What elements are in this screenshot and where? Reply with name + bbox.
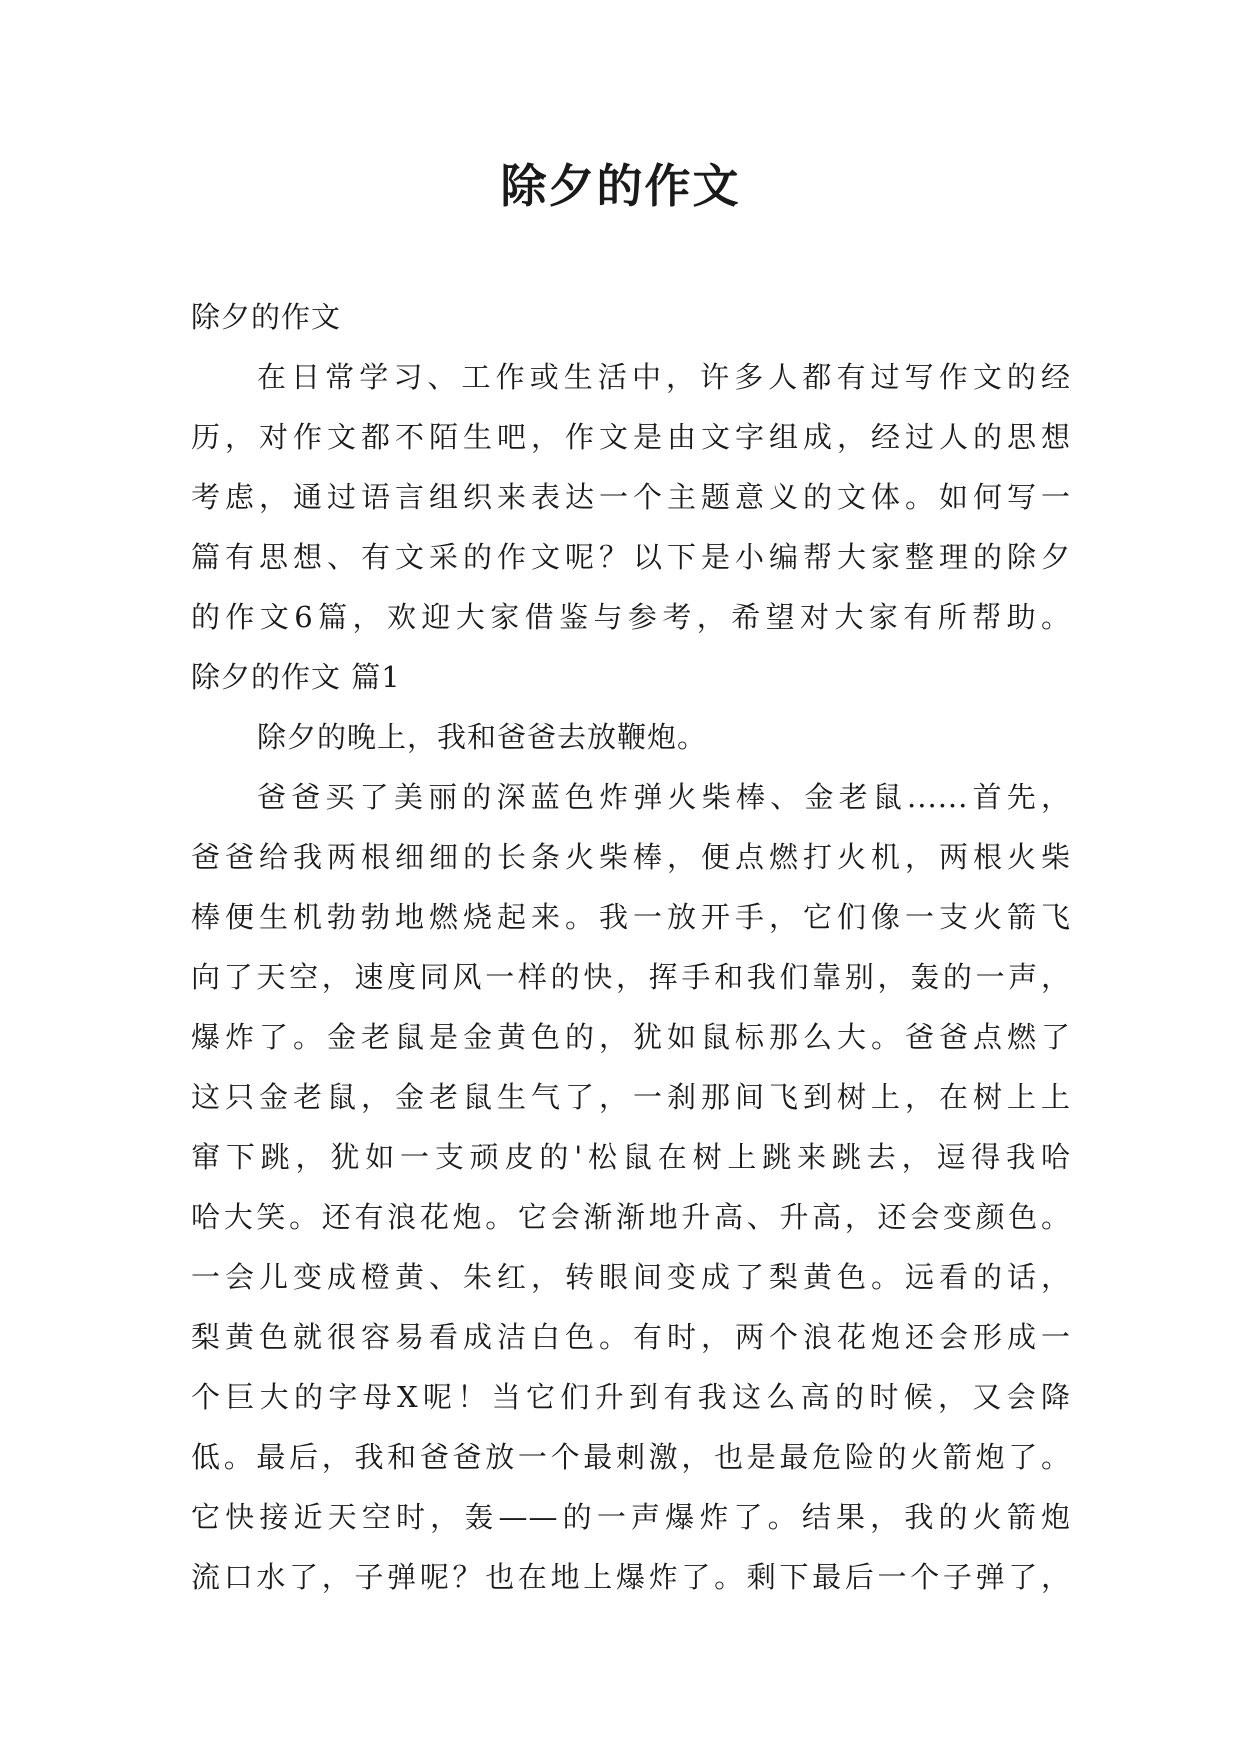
text-line: 爸爸给我两根细细的长条火柴棒，便点燃打火机，两根火柴 — [191, 840, 1071, 874]
text-line: 棒便生机勃勃地燃烧起来。我一放开手，它们像一支火箭飞 — [191, 900, 1071, 934]
text-line: 哈大笑。还有浪花炮。它会渐渐地升高、升高，还会变颜色。 — [191, 1200, 1071, 1234]
text-line: 篇有思想、有文采的作文呢？以下是小编帮大家整理的除夕 — [191, 540, 1071, 574]
text-line: 向了天空，速度同风一样的快，挥手和我们靠别，轰的一声， — [191, 960, 1071, 994]
text-line: 在日常学习、工作或生活中，许多人都有过写作文的经 — [257, 360, 1071, 394]
text-line: 的作文6篇，欢迎大家借鉴与参考，希望对大家有所帮助。 — [191, 600, 1071, 634]
text-line: 低。最后，我和爸爸放一个最刺激，也是最危险的火箭炮了。 — [191, 1440, 1071, 1474]
text-line: 它快接近天空时，轰——的一声爆炸了。结果，我的火箭炮 — [191, 1500, 1071, 1534]
text-line: 窜下跳，犹如一支顽皮的'松鼠在树上跳来跳去，逗得我哈 — [191, 1140, 1071, 1174]
text-line: 历，对作文都不陌生吧，作文是由文字组成，经过人的思想 — [191, 420, 1071, 454]
text-line: 爆炸了。金老鼠是金黄色的，犹如鼠标那么大。爸爸点燃了 — [191, 1020, 1071, 1054]
text-line: 爸爸买了美丽的深蓝色炸弹火柴棒、金老鼠......首先， — [257, 780, 1071, 814]
text-line: 一会儿变成橙黄、朱红，转眼间变成了梨黄色。远看的话， — [191, 1260, 1071, 1294]
text-line: 流口水了，子弹呢？也在地上爆炸了。剩下最后一个子弹了， — [191, 1560, 1071, 1594]
document-title: 除夕的作文 — [500, 159, 741, 213]
text-line: 除夕的作文 — [191, 300, 342, 334]
text-line: 梨黄色就很容易看成洁白色。有时，两个浪花炮还会形成一 — [191, 1320, 1071, 1354]
text-line: 这只金老鼠，金老鼠生气了，一刹那间飞到树上，在树上上 — [191, 1080, 1071, 1114]
section-heading: 除夕的作文 篇1 — [191, 660, 401, 694]
text-line: 考虑，通过语言组织来表达一个主题意义的文体。如何写一 — [191, 480, 1071, 514]
text-line: 除夕的晚上，我和爸爸去放鞭炮。 — [257, 720, 708, 754]
document-body — [191, 287, 1071, 1607]
text-line: 个巨大的字母X呢！当它们升到有我这么高的时候，又会降 — [191, 1380, 1071, 1414]
